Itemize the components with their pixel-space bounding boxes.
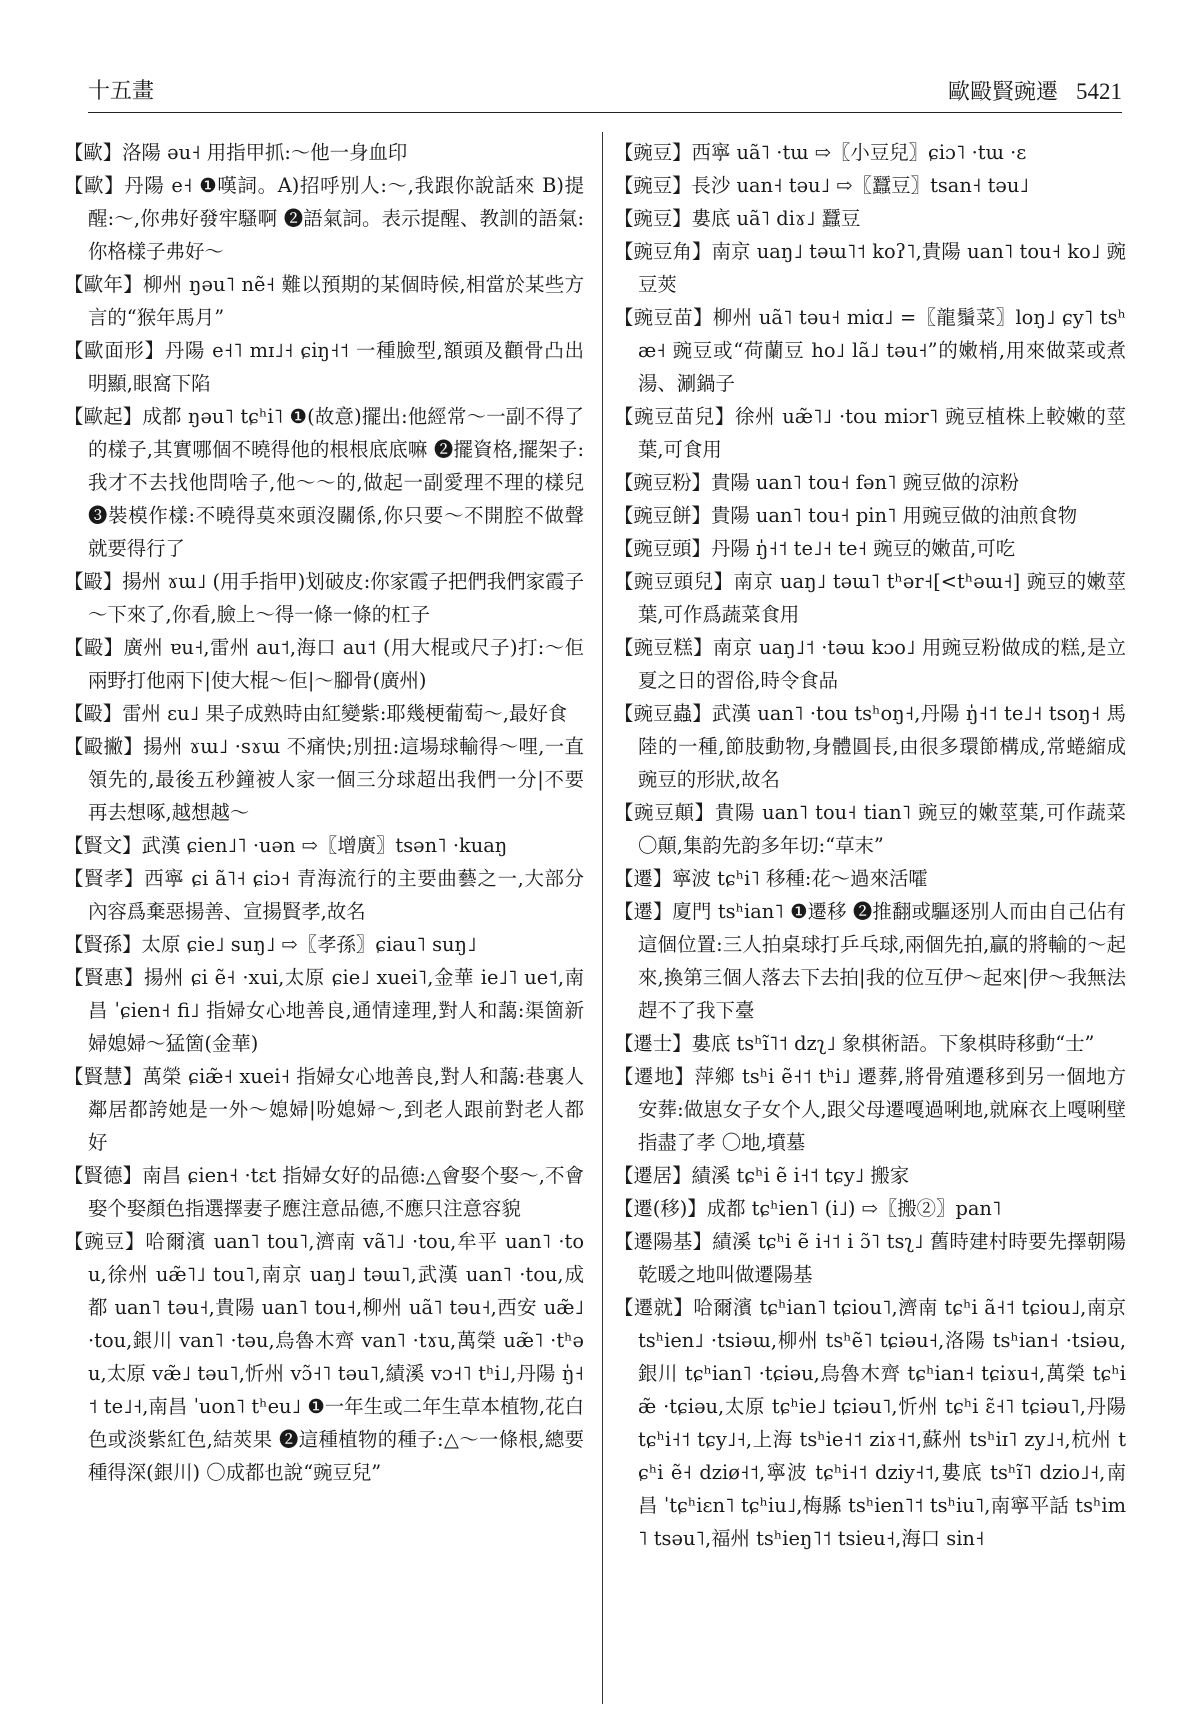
- dictionary-entry: 【賢惠】揚州 ɕi ẽ˧ ·xui,太原 ɕie˩ xuei˥,金華 ie˩˥ ue˦,南昌 ˈɕien˧ fi˩ 指婦女心地善良,通情達理,對人和藹:渠箇新婦媳婦～猛箇(金華): [64, 966, 584, 1055]
- left-column: [64, 136, 584, 1489]
- dictionary-entry: 【歐起】成都 ŋəu˥ tɕʰi˥ ❶(故意)擺出:他經常～一副不得了的樣子,其實哪個不曉得他的根根底底嘛 ❷擺資格,擺架子:我才不去找他問啥子,他～～的,做起一副愛理不理的樣兒 ❸裝模作樣:不曉得莫來頭沒關係,你只要～不開腔不做聲就要得行了: [64, 405, 584, 560]
- section-label: 十五畫: [88, 79, 155, 104]
- dictionary-entry: 【豌豆】哈爾濱 uan˥ tou˥,濟南 vã˥˩ ·tou,牟平 uan˥ ·tou,徐州 uæ̃˥˩ tou˥,南京 uaŋ˩ təɯ˥,武漢 uan˥ ·tou,成都 uan˥ təu˧,貴陽 uan˥ tou˧,柳州 uã˥ təu˧,西安 uæ̃˩ ·tou,銀川 van˥ ·təu,烏魯木齊 van˥ ·tɤu,萬榮 uæ̃˥ ·tʰəu,太原 væ̃˩ təu˥,忻州 vɔ̃˧˥ təu˥,績溪 vɔ˧˥ tʰi˩,丹陽 ŋ̍˧˦ te˩˧,南昌 ˈuon˥ tʰeu˩ ❶一年生或二年生草本植物,花白色或淡紫紅色,結莢果 ❷這種植物的種子:△～一條根,總要種得深(銀川) 〇成都也說“豌豆兒”: [64, 1230, 584, 1484]
- dictionary-entry: 【豌豆餅】貴陽 uan˥ tou˧ pin˥ 用豌豆做的油煎食物: [614, 504, 1078, 527]
- page-number: 5421: [1076, 79, 1122, 104]
- dictionary-entry: 【賢德】南昌 ɕien˧ ·tɛt 指婦女好的品德:△會娶个娶～,不會娶个娶顏色指選擇妻子應注意品德,不應只注意容貌: [64, 1164, 584, 1220]
- dictionary-entry: 【歐面形】丹陽 e˧˥ mɪ˩˧ ɕiŋ˧˦ 一種臉型,額頭及顴骨凸出明顯,眼窩下陷: [64, 339, 584, 395]
- dictionary-entry: 【毆撇】揚州 ɤɯ˩ ·sɤɯ 不痛快;別扭:這場球輸得～哩,一直領先的,最後五秒鐘被人家一個三分球超出我們一分|不要再去想啄,越想越～: [64, 735, 584, 824]
- dictionary-entry: 【遷】寧波 tɕʰi˥ 移種:花～過來活嚯: [614, 867, 928, 890]
- dictionary-entry: 【歐】丹陽 e˧ ❶嘆詞。A)招呼別人:～,我跟你說話來 B)提醒:～,你弗好發牢騷啊 ❷語氣詞。表示提醒、教訓的語氣:你格樣子弗好～: [64, 174, 584, 263]
- dictionary-entry: 【賢文】武漢 ɕien˩˥ ·uən ⇨〖增廣〗tsən˥ ·kuaŋ: [64, 834, 508, 857]
- header-rule: [88, 112, 1122, 113]
- header-characters: 歐毆賢豌遷: [947, 80, 1058, 105]
- page-header: [88, 74, 1122, 110]
- dictionary-entry: 【豌豆角】南京 uaŋ˩ təɯ˥˦ koʔ˥,貴陽 uan˥ tou˧ ko˩ 豌豆莢: [614, 240, 1126, 296]
- dictionary-entry: 【遷地】萍鄉 tsʰi ẽ˧˦ tʰi˩ 遷葬,將骨殖遷移到另一個地方安葬:做崽女子女个人,跟父母遷嘎過唎地,就麻衣上嘎唎壁指盡了孝 〇地,墳墓: [614, 1065, 1126, 1154]
- header-right: [948, 74, 1122, 111]
- dictionary-entry: 【遷居】績溪 tɕʰi ẽ i˧˦ tɕy˩ 搬家: [614, 1164, 910, 1187]
- dictionary-entry: 【遷士】婁底 tsʰĩ˥˦ dzʅ˩ 象棋術語。下象棋時移動“士”: [614, 1032, 1095, 1055]
- column-divider: [602, 132, 603, 1704]
- dictionary-entry: 【遷陽基】績溪 tɕʰi ẽ i˧˦ i ɔ̃˥ tsʅ˩ 舊時建村時要先擇朝陽乾暖之地叫做遷陽基: [614, 1230, 1126, 1286]
- dictionary-entry: 【遷就】哈爾濱 tɕʰian˥ tɕiou˥,濟南 tɕʰi ã˧˦ tɕiou˩,南京 tsʰien˩ ·tsiəɯ,柳州 tsʰẽ˥ tɕiəu˧,洛陽 tsʰian˧ ·tsiəu,銀川 tɕʰian˥ ·tɕiəu,烏魯木齊 tɕʰian˧ tɕiɤu˧,萬榮 tɕʰiæ̃ ·tɕiəu,太原 tɕʰie˩ tɕiəu˥,忻州 tɕʰi ɛ̃˧˥ tɕiəu˥,丹陽 tɕʰi˧˦ tɕy˩˧,上海 tsʰie˧˦ ziɤ˧˦,蘇州 tsʰiɪ˥ zy˩˧,杭州 tɕʰi ẽ˧ dziø˧˦,寧波 tɕʰi˧˦ dziy˧˦,婁底 tsʰĩ˥ dzio˩˧,南昌 ˈtɕʰiɛn˥ tɕʰiu˩,梅縣 tsʰien˥˦ tsʰiu˥,南寧平話 tsʰim˥ tsəu˥,福州 tsʰieŋ˥˦ tsieu˧,海口 sin˧: [614, 1296, 1126, 1550]
- dictionary-entry: 【豌豆頭】丹陽 ŋ̍˧˦ te˩˧ te˧ 豌豆的嫩苗,可吃: [614, 537, 1016, 560]
- dictionary-entry: 【豌豆粉】貴陽 uan˥ tou˧ fən˥ 豌豆做的涼粉: [614, 471, 1020, 494]
- dictionary-entry: 【遷】廈門 tsʰian˥ ❶遷移 ❷推翻或驅逐別人而由自己佔有這個位置:三人拍桌球打乒乓球,兩個先拍,贏的將輸的～起來,換第三個人落去下去拍|我的位互伊～起來|伊～我無法趕不了我下臺: [614, 900, 1126, 1022]
- dictionary-entry: 【遷(移)】成都 tɕʰien˥ (i˩) ⇨〖搬②〗pan˥: [614, 1197, 1002, 1220]
- dictionary-entry: 【歐年】柳州 ŋəu˥ nẽ˧ 難以預期的某個時候,相當於某些方言的“猴年馬月”: [64, 273, 584, 329]
- dictionary-entry: 【毆】廣州 ɐu˧,雷州 au˦,海口 au˦ (用大棍或尺子)打:～佢兩野打他兩下|使大棍～佢|～腳骨(廣州): [64, 636, 584, 692]
- dictionary-entry: 【豌豆糕】南京 uaŋ˩˦ ·təɯ kɔo˩ 用豌豆粉做成的糕,是立夏之日的習俗,時令食品: [614, 636, 1126, 692]
- dictionary-entry: 【賢慧】萬榮 ɕiæ̃˧ xuei˧ 指婦女心地善良,對人和藹:巷裏人鄰居都誇她是一外～媳婦|吩媳婦～,到老人跟前對老人都好: [64, 1065, 584, 1154]
- dictionary-entry: 【賢孝】西寧 ɕi ã˥˧ ɕiɔ˧ 青海流行的主要曲藝之一,大部分內容爲棄惡揚善、宣揚賢孝,故名: [64, 867, 584, 923]
- dictionary-entry: 【豌豆苗】柳州 uã˥ təu˧ miɑ˩ =〖龍鬚菜〗loŋ˩ ɕy˥ tsʰæ˧ 豌豆或“荷蘭豆 ho˩ lã˩ təu˧”的嫩梢,用來做菜或煮湯、涮鍋子: [614, 306, 1126, 395]
- right-column: [614, 136, 1126, 1555]
- dictionary-entry: 【毆】雷州 ɛu˩ 果子成熟時由紅變紫:耶幾梗葡萄～,最好食: [64, 702, 568, 725]
- dictionary-entry: 【豌豆蟲】武漢 uan˥ ·tou tsʰoŋ˧,丹陽 ŋ̍˧˦ te˩˧ tsoŋ˧ 馬陸的一種,節肢動物,身體圓長,由很多環節構成,常蜷縮成豌豆的形狀,故名: [614, 702, 1126, 791]
- dictionary-entry: 【歐】洛陽 əu˧ 用指甲抓:～他一身血印: [64, 141, 408, 164]
- dictionary-entry: 【豌豆顛】貴陽 uan˥ tou˧ tian˥ 豌豆的嫩莖葉,可作蔬菜 〇顛,集韵先韵多年切:“草末”: [614, 801, 1126, 857]
- dictionary-entry: 【豌豆】長沙 uan˧ təu˩ ⇨〖蠶豆〗tsan˧ təu˩: [614, 174, 1029, 197]
- dictionary-entry: 【豌豆】西寧 uã˥ ·tɯ ⇨〖小豆兒〗ɕiɔ˥ ·tɯ ·ɛ: [614, 141, 1027, 164]
- dictionary-entry: 【豌豆】婁底 uã˥ diɤ˩ 蠶豆: [614, 207, 861, 230]
- dictionary-entry: 【豌豆頭兒】南京 uaŋ˩ təɯ˥ tʰər˧[<tʰəɯ˧] 豌豆的嫩莖葉,可作爲蔬菜食用: [614, 570, 1126, 626]
- dictionary-entry: 【賢孫】太原 ɕie˩ suŋ˩ ⇨〖孝孫〗ɕiau˥ suŋ˩: [64, 933, 477, 956]
- dictionary-entry: 【豌豆苗兒】徐州 uæ̃˥˩ ·tou miɔr˥ 豌豆植株上較嫩的莖葉,可食用: [614, 405, 1126, 461]
- dictionary-entry: 【毆】揚州 ɤɯ˩ (用手指甲)划破皮:你家霞子把們我們家霞子～下來了,你看,臉上～得一條一條的杠子: [64, 570, 584, 626]
